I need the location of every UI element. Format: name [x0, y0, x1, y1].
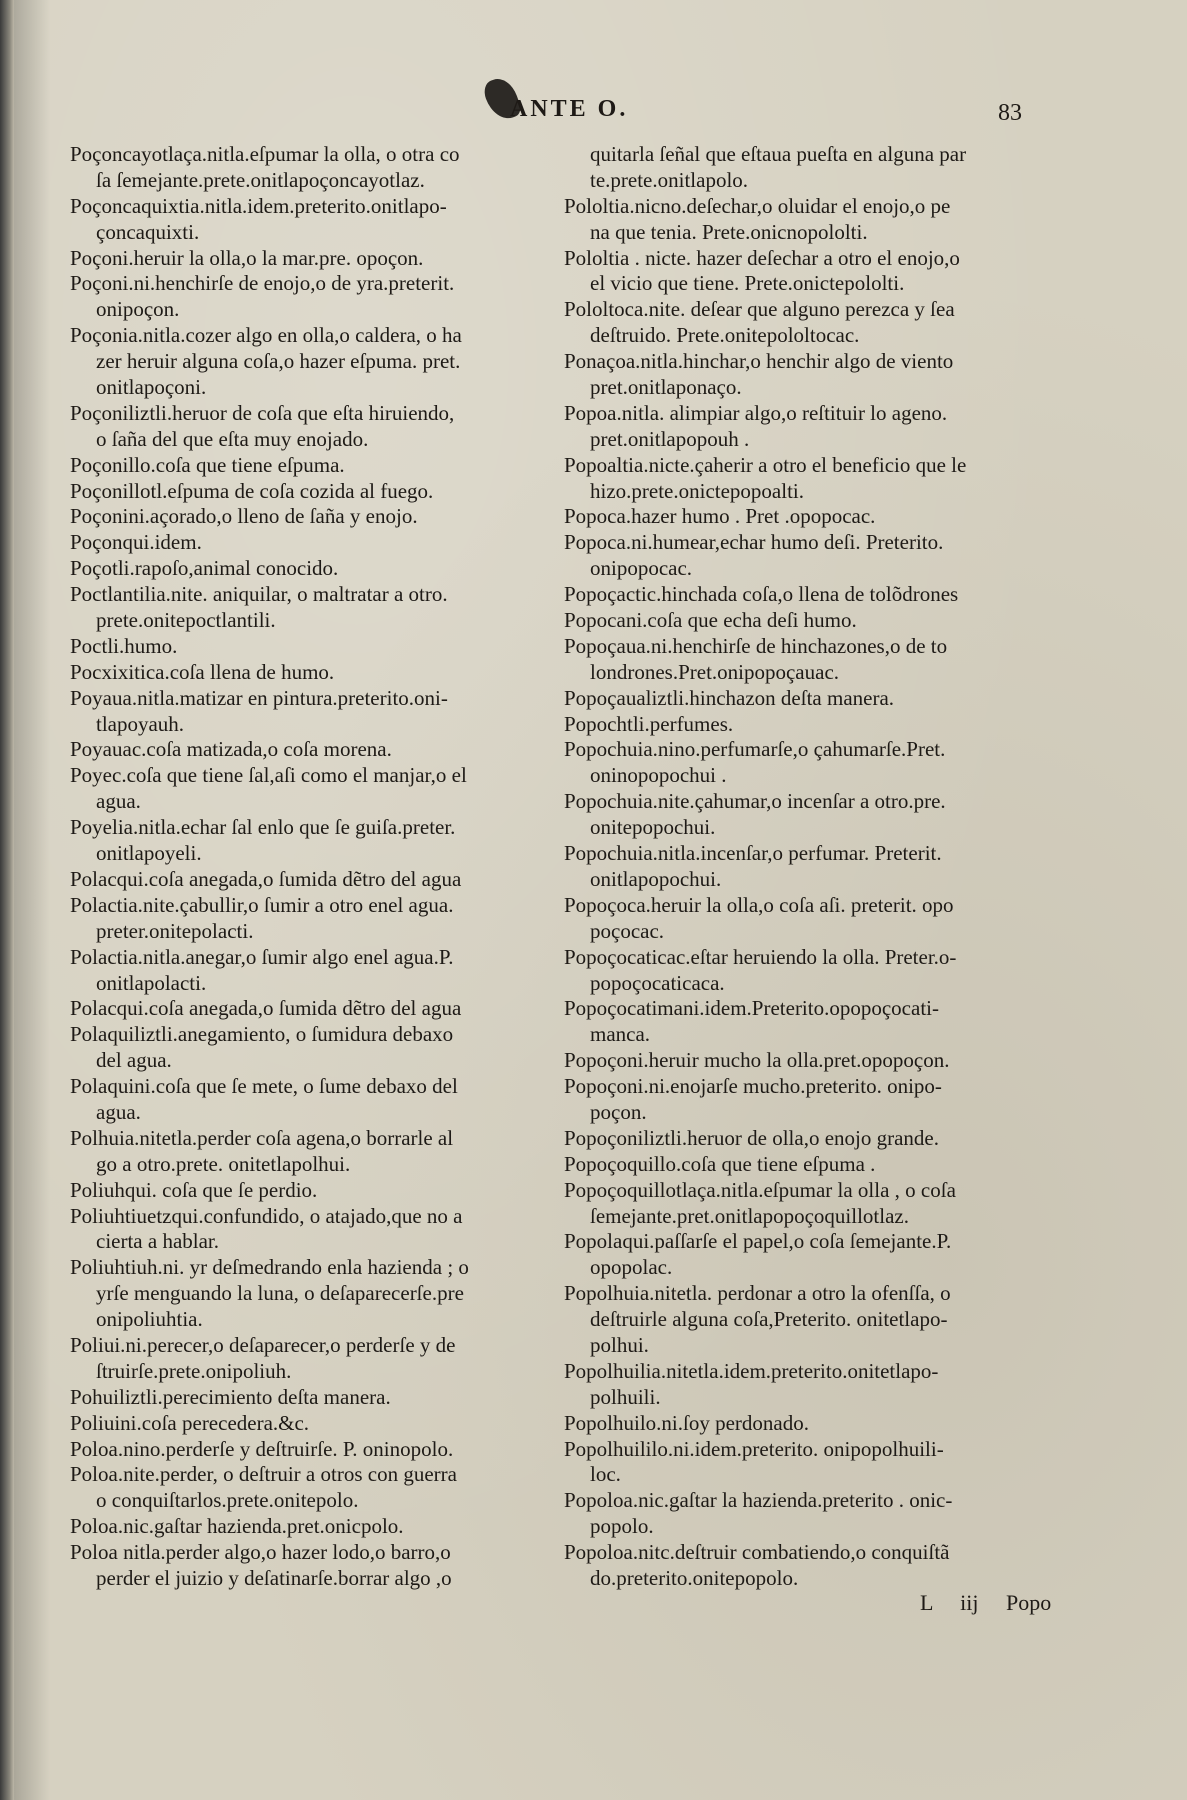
entry-continuation-line: deſtruirle alguna coſa,Preterito. onitetlapo-	[590, 1307, 948, 1332]
entry-headword-line: Pololtia . nicte. hazer deſechar a otro el enojo,o	[564, 245, 960, 270]
entry-headword-line: Popoçaualiztli.hinchazon deſta manera.	[564, 685, 895, 710]
entry-headword-line: Poyelia.nitla.echar ſal enlo que ſe guiſa.preter.	[70, 815, 456, 840]
entry-headword-line: Poçoncayotlaça.nitla.eſpumar la olla, o otra co	[70, 142, 460, 166]
entry-headword-line: Popoçocatimani.idem.Preterito.opopoçocati-	[564, 996, 939, 1021]
entry-headword-line: Polhuia.nitetla.perder coſa agena,o borrarle al	[70, 1125, 454, 1150]
entry-headword-line: Poliuhtiuetzqui.confundido, o atajado,que no a	[70, 1203, 463, 1228]
entry-continuation-line: cierta a hablar.	[96, 1229, 220, 1254]
entry-headword-line: Popoçocaticac.eſtar heruiendo la olla. Preter.o-	[564, 944, 957, 969]
entry-headword-line: Popolhuilia.nitetla.idem.preterito.onitetlapo-	[564, 1358, 939, 1383]
entry-continuation-line: deſtruido. Prete.onitepololtocac.	[590, 323, 860, 348]
entry-continuation-line: onitlapoçoni.	[96, 375, 207, 400]
entry-continuation-line: onitlapopochui.	[590, 866, 722, 891]
entry-headword-line: Popoçoquillo.coſa que tiene eſpuma .	[564, 1151, 876, 1176]
entry-headword-line: Poyauac.coſa matizada,o coſa morena.	[70, 737, 392, 762]
entry-headword-line: Popoçaua.ni.henchirſe de hinchazones,o de to	[564, 633, 948, 658]
entry-headword-line: Polactia.nite.çabullir,o ſumir a otro enel agua.	[70, 892, 454, 917]
entry-headword-line: Poyec.coſa que tiene ſal,aſi como el manjar,o el	[70, 763, 467, 788]
entry-continuation-line: zer heruir alguna coſa,o hazer eſpuma. pret.	[96, 349, 461, 374]
entry-continuation-line: na que tenia. Prete.onicnopololti.	[590, 219, 868, 244]
binding-gutter	[0, 0, 14, 1800]
entry-continuation-line: onitlapoyeli.	[96, 841, 202, 866]
entry-continuation-line: del agua.	[96, 1048, 172, 1073]
entry-headword-line: Poçoncaquixtia.nitla.idem.preterito.onitlapo-	[70, 193, 447, 218]
entry-headword-line: Popoaltia.nicte.çaherir a otro el beneficio que le	[564, 452, 967, 477]
gutter-shadow	[14, 0, 50, 1800]
entry-continuation-line: popolo.	[590, 1514, 654, 1539]
entry-headword-line: Poçoni.ni.henchirſe de enojo,o de yra.preterit.	[70, 271, 455, 296]
entry-continuation-line: poçon.	[590, 1099, 647, 1124]
entry-continuation-line: el vicio que tiene. Prete.onictepololti.	[590, 271, 905, 296]
entry-continuation-line: onipoçon.	[96, 297, 180, 322]
entry-headword-line: Poloa.nite.perder, o deſtruir a otros con guerra	[70, 1462, 457, 1487]
entry-headword-line: Poçonia.nitla.cozer algo en olla,o caldera, o ha	[70, 323, 462, 348]
entry-headword-line: Ponaçoa.nitla.hinchar,o henchir algo de viento	[564, 349, 954, 374]
entry-headword-line: Pohuiliztli.perecimiento deſta manera.	[70, 1384, 391, 1409]
entry-continuation-line: loc.	[590, 1462, 621, 1487]
entry-headword-line: Poçoni.heruir la olla,o la mar.pre. opoçon.	[70, 245, 424, 270]
entry-headword-line: Popoloa.nitc.deſtruir combatiendo,o conquiſtã	[564, 1540, 950, 1565]
entry-continuation-line: quitarla ſeñal que eſtaua pueſta en alguna par	[590, 142, 967, 166]
entry-headword-line: Popoçactic.hinchada coſa,o llena de tolõdrones	[564, 582, 959, 607]
signature-number: iij	[960, 1590, 979, 1615]
entry-headword-line: Popoa.nitla. alimpiar algo,o reſtituir lo ageno.	[564, 400, 948, 425]
entry-headword-line: Poçonillotl.eſpuma de coſa cozida al fuego.	[70, 478, 434, 503]
entry-continuation-line: pret.onitlapopouh .	[590, 426, 750, 451]
entry-headword-line: Polacqui.coſa anegada,o ſumida dẽtro del agua	[70, 996, 462, 1021]
footer-catchline	[920, 1590, 1051, 1616]
entry-headword-line: Poçoniliztli.heruor de coſa que eſta hiruiendo,	[70, 400, 455, 425]
entry-continuation-line: agua.	[96, 789, 141, 814]
entry-continuation-line: pret.onitlaponaço.	[590, 375, 742, 400]
entry-continuation-line: onitlapolacti.	[96, 970, 207, 995]
entry-continuation-line: hizo.prete.onictepopoalti.	[590, 478, 805, 503]
entry-continuation-line: tlapoyauh.	[96, 711, 185, 736]
entry-headword-line: Pocxixitica.coſa llena de humo.	[70, 659, 335, 684]
entry-continuation-line: polhui.	[590, 1332, 649, 1357]
entry-headword-line: Pololtoca.nite. deſear que alguno perezca y ſea	[564, 297, 955, 322]
entry-headword-line: Poliui.ni.perecer,o deſaparecer,o perderſe y de	[70, 1332, 456, 1357]
entry-headword-line: Popoçoquillotlaça.nitla.eſpumar la olla , o coſa	[564, 1177, 956, 1202]
entry-headword-line: Poctlantilia.nite. aniquilar, o maltratar a otro.	[70, 582, 448, 607]
catchword: Popo	[1005, 1590, 1052, 1615]
entry-headword-line: Popochuia.nitla.incenſar,o perfumar. Preterit.	[564, 841, 942, 866]
entry-continuation-line: onipopocac.	[590, 556, 693, 581]
entry-headword-line: Popoçoca.heruir la olla,o coſa aſi. preterit. opo	[564, 892, 954, 917]
entry-headword-line: Polaquini.coſa que ſe mete, o ſume debaxo del	[70, 1074, 458, 1099]
entry-continuation-line: oninopopochui .	[590, 763, 727, 788]
entry-headword-line: Poçonillo.coſa que tiene eſpuma.	[70, 452, 345, 477]
left-column	[70, 142, 550, 1592]
entry-continuation-line: prete.onitepoctlantili.	[96, 608, 276, 633]
entry-headword-line: Popolhuililo.ni.idem.preterito. onipopolhuili-	[564, 1436, 944, 1461]
entry-headword-line: Popochuia.nite.çahumar,o incenſar a otro.pre.	[564, 789, 946, 814]
entry-headword-line: Poloa.nino.perderſe y deſtruirſe. P. oninopolo.	[70, 1436, 454, 1461]
entry-continuation-line: çoncaquixti.	[96, 219, 200, 244]
entry-continuation-line: popoçocaticaca.	[590, 970, 725, 995]
entry-headword-line: Polactia.nitla.anegar,o ſumir algo enel agua.P.	[70, 944, 454, 969]
entry-continuation-line: te.prete.onitlapolo.	[590, 167, 749, 192]
page-number: 83	[998, 100, 1022, 126]
entry-headword-line: Poyaua.nitla.matizar en pintura.preterito.oni-	[70, 685, 448, 710]
entry-continuation-line: agua.	[96, 1099, 141, 1124]
entry-continuation-line: polhuili.	[590, 1384, 661, 1409]
entry-headword-line: Poçotli.rapoſo,animal conocido.	[70, 556, 339, 581]
entry-headword-line: Popoçoni.heruir mucho la olla.pret.opopoçon.	[564, 1048, 950, 1073]
entry-continuation-line: ſtruirſe.prete.onipoliuh.	[96, 1358, 292, 1383]
entry-headword-line: Popolhuia.nitetla. perdonar a otro la ofenſſa, o	[564, 1281, 951, 1306]
entry-headword-line: Popolhuilo.ni.ſoy perdonado.	[564, 1410, 809, 1435]
entry-headword-line: Polacqui.coſa anegada,o ſumida dẽtro del agua	[70, 866, 462, 891]
entry-headword-line: Poçonini.açorado,o lleno de ſaña y enojo.	[70, 504, 418, 529]
entry-headword-line: Poloa.nic.gaſtar hazienda.pret.onicpolo.	[70, 1514, 404, 1539]
entry-headword-line: Poctli.humo.	[70, 633, 178, 658]
entry-headword-line: Polaquiliztli.anegamiento, o ſumidura debaxo	[70, 1022, 454, 1047]
entry-headword-line: Popoca.hazer humo . Pret .opopocac.	[564, 504, 876, 529]
entry-headword-line: Poliuini.coſa perecedera.&c.	[70, 1410, 310, 1435]
entry-headword-line: Poloa nitla.perder algo,o hazer lodo,o barro,o	[70, 1540, 451, 1565]
entry-continuation-line: preter.onitepolacti.	[96, 918, 254, 943]
entry-continuation-line: do.preterito.onitepopolo.	[590, 1565, 799, 1590]
entry-headword-line: Popoçoni.ni.enojarſe mucho.preterito. onipo-	[564, 1074, 942, 1099]
entry-headword-line: Poçonqui.idem.	[70, 530, 202, 555]
entry-headword-line: Popoca.ni.humear,echar humo deſi. Preterito.	[564, 530, 944, 555]
entry-continuation-line: yrſe menguando la luna, o deſaparecerſe.pre	[96, 1281, 464, 1306]
entry-continuation-line: o conquiſtarlos.prete.onitepolo.	[96, 1488, 359, 1513]
running-head: ANTE O.	[510, 96, 629, 122]
entry-continuation-line: onitepopochui.	[590, 815, 716, 840]
entry-continuation-line: opopolac.	[590, 1255, 673, 1280]
right-column	[564, 142, 1040, 1592]
entry-continuation-line: poçocac.	[590, 918, 665, 943]
entry-continuation-line: ſemejante.pret.onitlapopoçoquillotlaz.	[590, 1203, 909, 1228]
entry-headword-line: Poliuhtiuh.ni. yr deſmedrando enla hazienda ; o	[70, 1255, 469, 1280]
entry-continuation-line: onipoliuhtia.	[96, 1307, 203, 1332]
entry-continuation-line: londrones.Pret.onipopoçauac.	[590, 659, 840, 684]
entry-headword-line: Popoloa.nic.gaſtar la hazienda.preterito . onic-	[564, 1488, 953, 1513]
entry-continuation-line: perder el juizio y deſatinarſe.borrar algo ,o	[96, 1565, 452, 1590]
entry-continuation-line: manca.	[590, 1022, 651, 1047]
entry-headword-line: Popocani.coſa que echa deſi humo.	[564, 608, 857, 633]
entry-headword-line: Popoçoniliztli.heruor de olla,o enojo grande.	[564, 1125, 939, 1150]
entry-headword-line: Popochuia.nino.perfumarſe,o çahumarſe.Pret.	[564, 737, 946, 762]
entry-headword-line: Pololtia.nicno.deſechar,o oluidar el enojo,o pe	[564, 193, 951, 218]
entry-continuation-line: go a otro.prete. onitetlapolhui.	[96, 1151, 351, 1176]
entry-headword-line: Poliuhqui. coſa que ſe perdio.	[70, 1177, 318, 1202]
entry-continuation-line: o ſaña del que eſta muy enojado.	[96, 426, 369, 451]
entry-headword-line: Popochtli.perfumes.	[564, 711, 734, 736]
entry-headword-line: Popolaqui.paſſarſe el papel,o coſa ſemejante.P.	[564, 1229, 952, 1254]
signature-mark: L	[920, 1590, 933, 1615]
entry-continuation-line: ſa ſemejante.prete.onitlapoçoncayotlaz.	[96, 167, 425, 192]
